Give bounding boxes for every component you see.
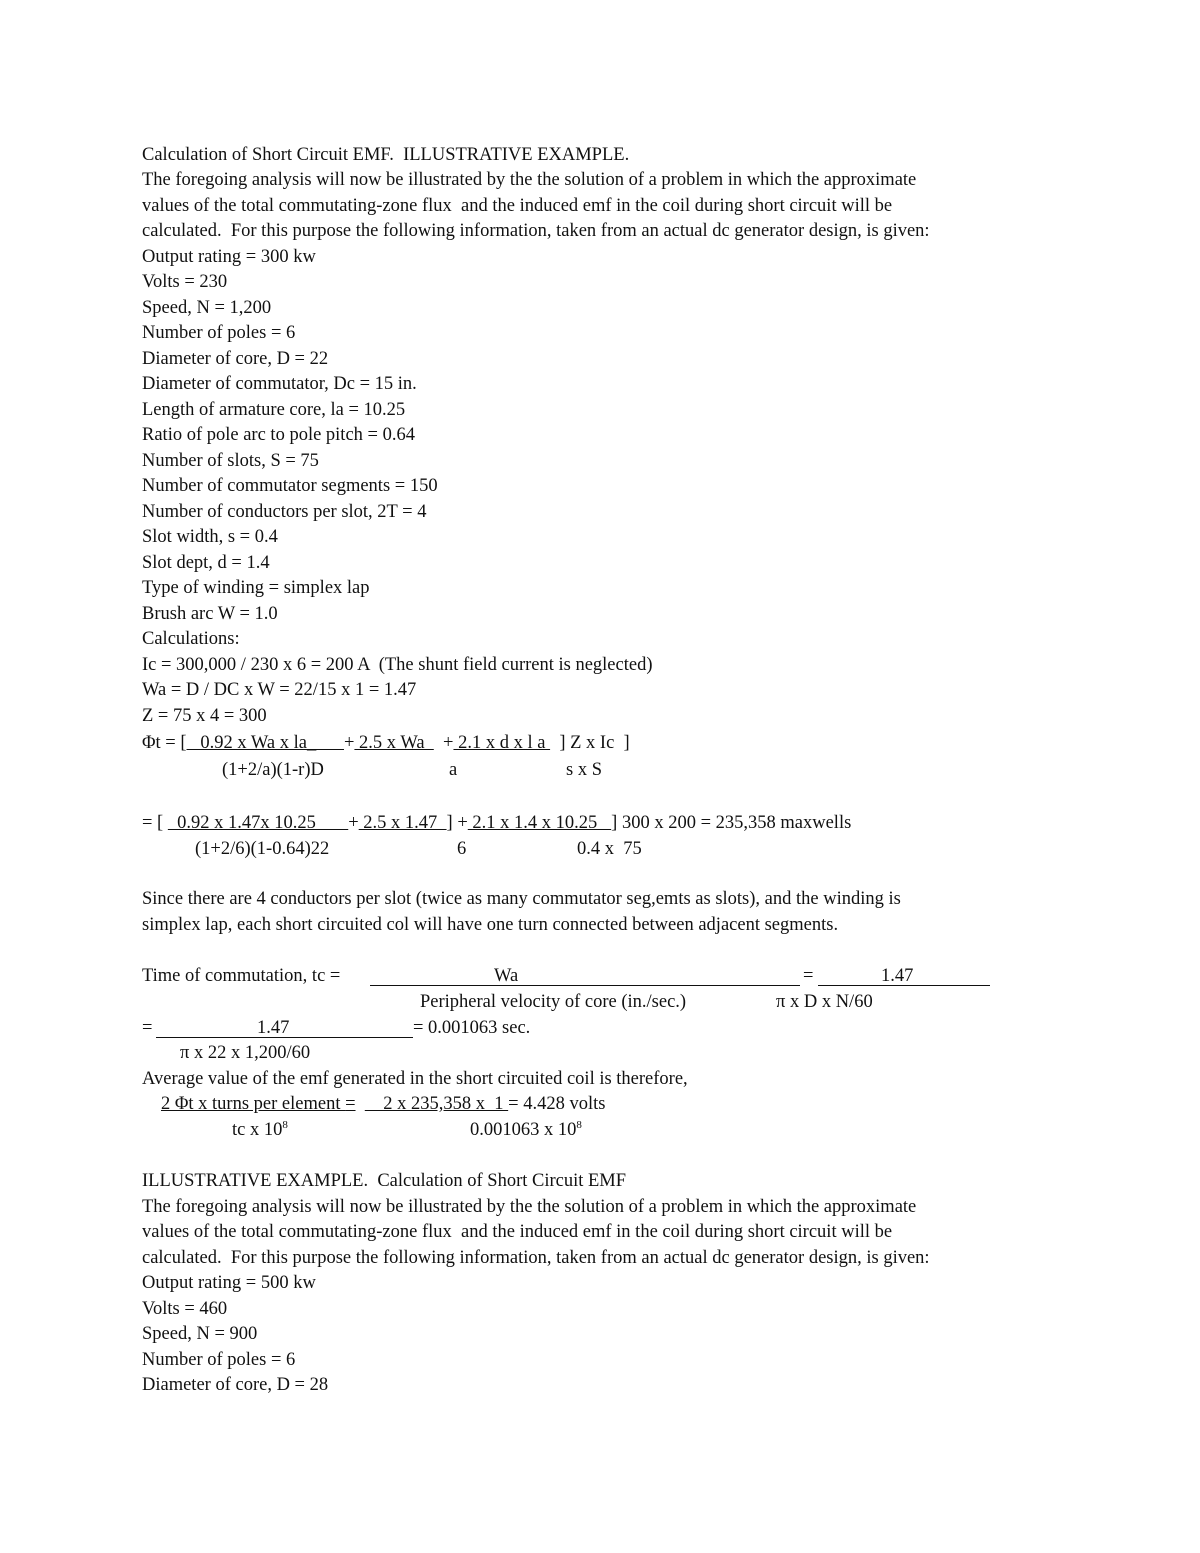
section2-given-volts: Volts = 460 — [142, 1299, 228, 1319]
phi-numeric-lhs: = [ — [142, 813, 168, 833]
phi-formula-numerator — [142, 732, 630, 754]
phi-numeric-tail-1: ] + — [446, 813, 468, 833]
emf-result: = 4.428 volts — [508, 1094, 606, 1114]
section1-heading: Calculation of Short Circuit EMF. ILLUSTRATIVE EXAMPLE. — [142, 145, 630, 165]
phi-numeric-term2-denominator: 6 — [457, 839, 467, 859]
conductor-note-line-2: simplex lap, each short circuited col will have one turn connected between adjacent segments. — [142, 915, 839, 935]
given-segments: Number of commutator segments = 150 — [142, 476, 438, 496]
section2-intro-line-2: values of the total commutating-zone flux and the induced emf in the coil during short circuit will be — [142, 1222, 893, 1242]
phi-term2-numerator: 2.5 x Wa — [354, 733, 434, 753]
phi-lhs: Φt = [ — [142, 733, 187, 753]
section2-given-core-diameter: Diameter of core, D = 28 — [142, 1375, 329, 1395]
tc-numerator-wa: Wa — [494, 966, 519, 986]
emf-equals: = — [345, 1094, 356, 1114]
phi-numeric-term1-numerator: 0.92 x 1.47x 10.25 — [167, 813, 349, 833]
phi-tail: ] Z x Ic ] — [550, 733, 630, 753]
phi-numeric-plus: + — [348, 813, 359, 833]
given-output-rating: Output rating = 300 kw — [142, 247, 316, 267]
section2-given-speed: Speed, N = 900 — [142, 1324, 258, 1344]
average-emf-label: Average value of the emf generated in the short circuited coil is therefore, — [142, 1069, 688, 1089]
given-pole-ratio: Ratio of pole arc to pole pitch = 0.64 — [142, 425, 415, 445]
emf-denominator-2: 0.001063 x $10^8$ — [470, 1118, 582, 1140]
phi-term3-numerator: 2.1 x d x l a — [453, 733, 551, 753]
given-slot-depth: Slot dept, d = 1.4 — [142, 553, 270, 573]
tc-denominator-formula: π x D x N/60 — [776, 992, 873, 1012]
tc-denominator-peripheral: Peripheral velocity of core (in./sec.) — [420, 992, 687, 1012]
tc-line2-numerator: 1.47 — [257, 1018, 290, 1038]
phi-numeric-term3-denominator: 0.4 x 75 — [577, 839, 642, 859]
phi-plus-1: + — [343, 733, 355, 753]
given-core-length: Length of armature core, la = 10.25 — [142, 400, 406, 420]
phi-numeric-term2-numerator: 2.5 x 1.47 — [358, 813, 447, 833]
section1-intro-line-3: calculated. For this purpose the following information, taken from an actual dc generator design, is given: — [142, 221, 930, 241]
phi-numeric-term1-denominator: (1+2/6)(1-0.64)22 — [195, 839, 330, 859]
phi-numeric-result: ] 300 x 200 = 235,358 maxwells — [611, 813, 852, 833]
phi-plus-2: + — [433, 733, 454, 753]
tc-equals: = — [803, 966, 814, 986]
tc-fraction-bar-1 — [370, 985, 800, 986]
given-speed: Speed, N = 1,200 — [142, 298, 272, 318]
section2-given-poles: Number of poles = 6 — [142, 1350, 296, 1370]
given-brush-arc: Brush arc W = 1.0 — [142, 604, 278, 624]
given-winding-type: Type of winding = simplex lap — [142, 578, 370, 598]
given-slots: Number of slots, S = 75 — [142, 451, 319, 471]
given-volts: Volts = 230 — [142, 272, 228, 292]
phi-term1-denominator: (1+2/a)(1-r)D — [222, 760, 324, 780]
phi-term3-denominator: s x S — [566, 760, 602, 780]
tc-line2-denominator: π x 22 x 1,200/60 — [180, 1043, 311, 1063]
calc-z: Z = 75 x 4 = 300 — [142, 706, 267, 726]
conductor-note-line-1: Since there are 4 conductors per slot (twice as many commutator seg,emts as slots), and the winding is — [142, 889, 901, 909]
section2-given-output-rating: Output rating = 500 kw — [142, 1273, 316, 1293]
calculations-label: Calculations: — [142, 629, 240, 649]
section2-intro-line-3: calculated. For this purpose the following information, taken from an actual dc generator design, is given: — [142, 1248, 930, 1268]
emf-numerator-1: 2 Φt x turns per element — [161, 1094, 346, 1114]
given-poles: Number of poles = 6 — [142, 323, 296, 343]
emf-denominator-1: tc x $10^8$ — [232, 1118, 288, 1140]
section1-intro-line-1: The foregoing analysis will now be illustrated by the the solution of a problem in which the approximate — [142, 170, 917, 190]
calc-wa: Wa = D / DC x W = 22/15 x 1 = 1.47 — [142, 680, 417, 700]
given-conductors: Number of conductors per slot, 2T = 4 — [142, 502, 427, 522]
calc-ic: Ic = 300,000 / 230 x 6 = 200 A (The shunt field current is neglected) — [142, 655, 653, 675]
tc-line2-equals: = — [142, 1018, 153, 1038]
section1-intro-line-2: values of the total commutating-zone flux and the induced emf in the coil during short circuit will be — [142, 196, 893, 216]
emf-numerator-2: 2 x 235,358 x 1 — [364, 1094, 509, 1114]
phi-term1-numerator: 0.92 x Wa x la_ — [186, 733, 344, 753]
section2-heading: ILLUSTRATIVE EXAMPLE. Calculation of Short Circuit EMF — [142, 1171, 627, 1191]
phi-term2-denominator: a — [449, 760, 458, 780]
phi-numeric-numerator — [142, 812, 851, 834]
emf-formula-numerator — [161, 1093, 605, 1115]
tc-label: Time of commutation, tc = — [142, 966, 341, 986]
given-commutator-diameter: Diameter of commutator, Dc = 15 in. — [142, 374, 417, 394]
tc-line2-result: = 0.001063 sec. — [413, 1018, 531, 1038]
phi-numeric-term3-numerator: 2.1 x 1.4 x 10.25 — [467, 813, 612, 833]
given-slot-width: Slot width, s = 0.4 — [142, 527, 278, 547]
tc-numerator-value: 1.47 — [881, 966, 914, 986]
section2-intro-line-1: The foregoing analysis will now be illustrated by the the solution of a problem in which the approximate — [142, 1197, 917, 1217]
given-core-diameter: Diameter of core, D = 22 — [142, 349, 329, 369]
